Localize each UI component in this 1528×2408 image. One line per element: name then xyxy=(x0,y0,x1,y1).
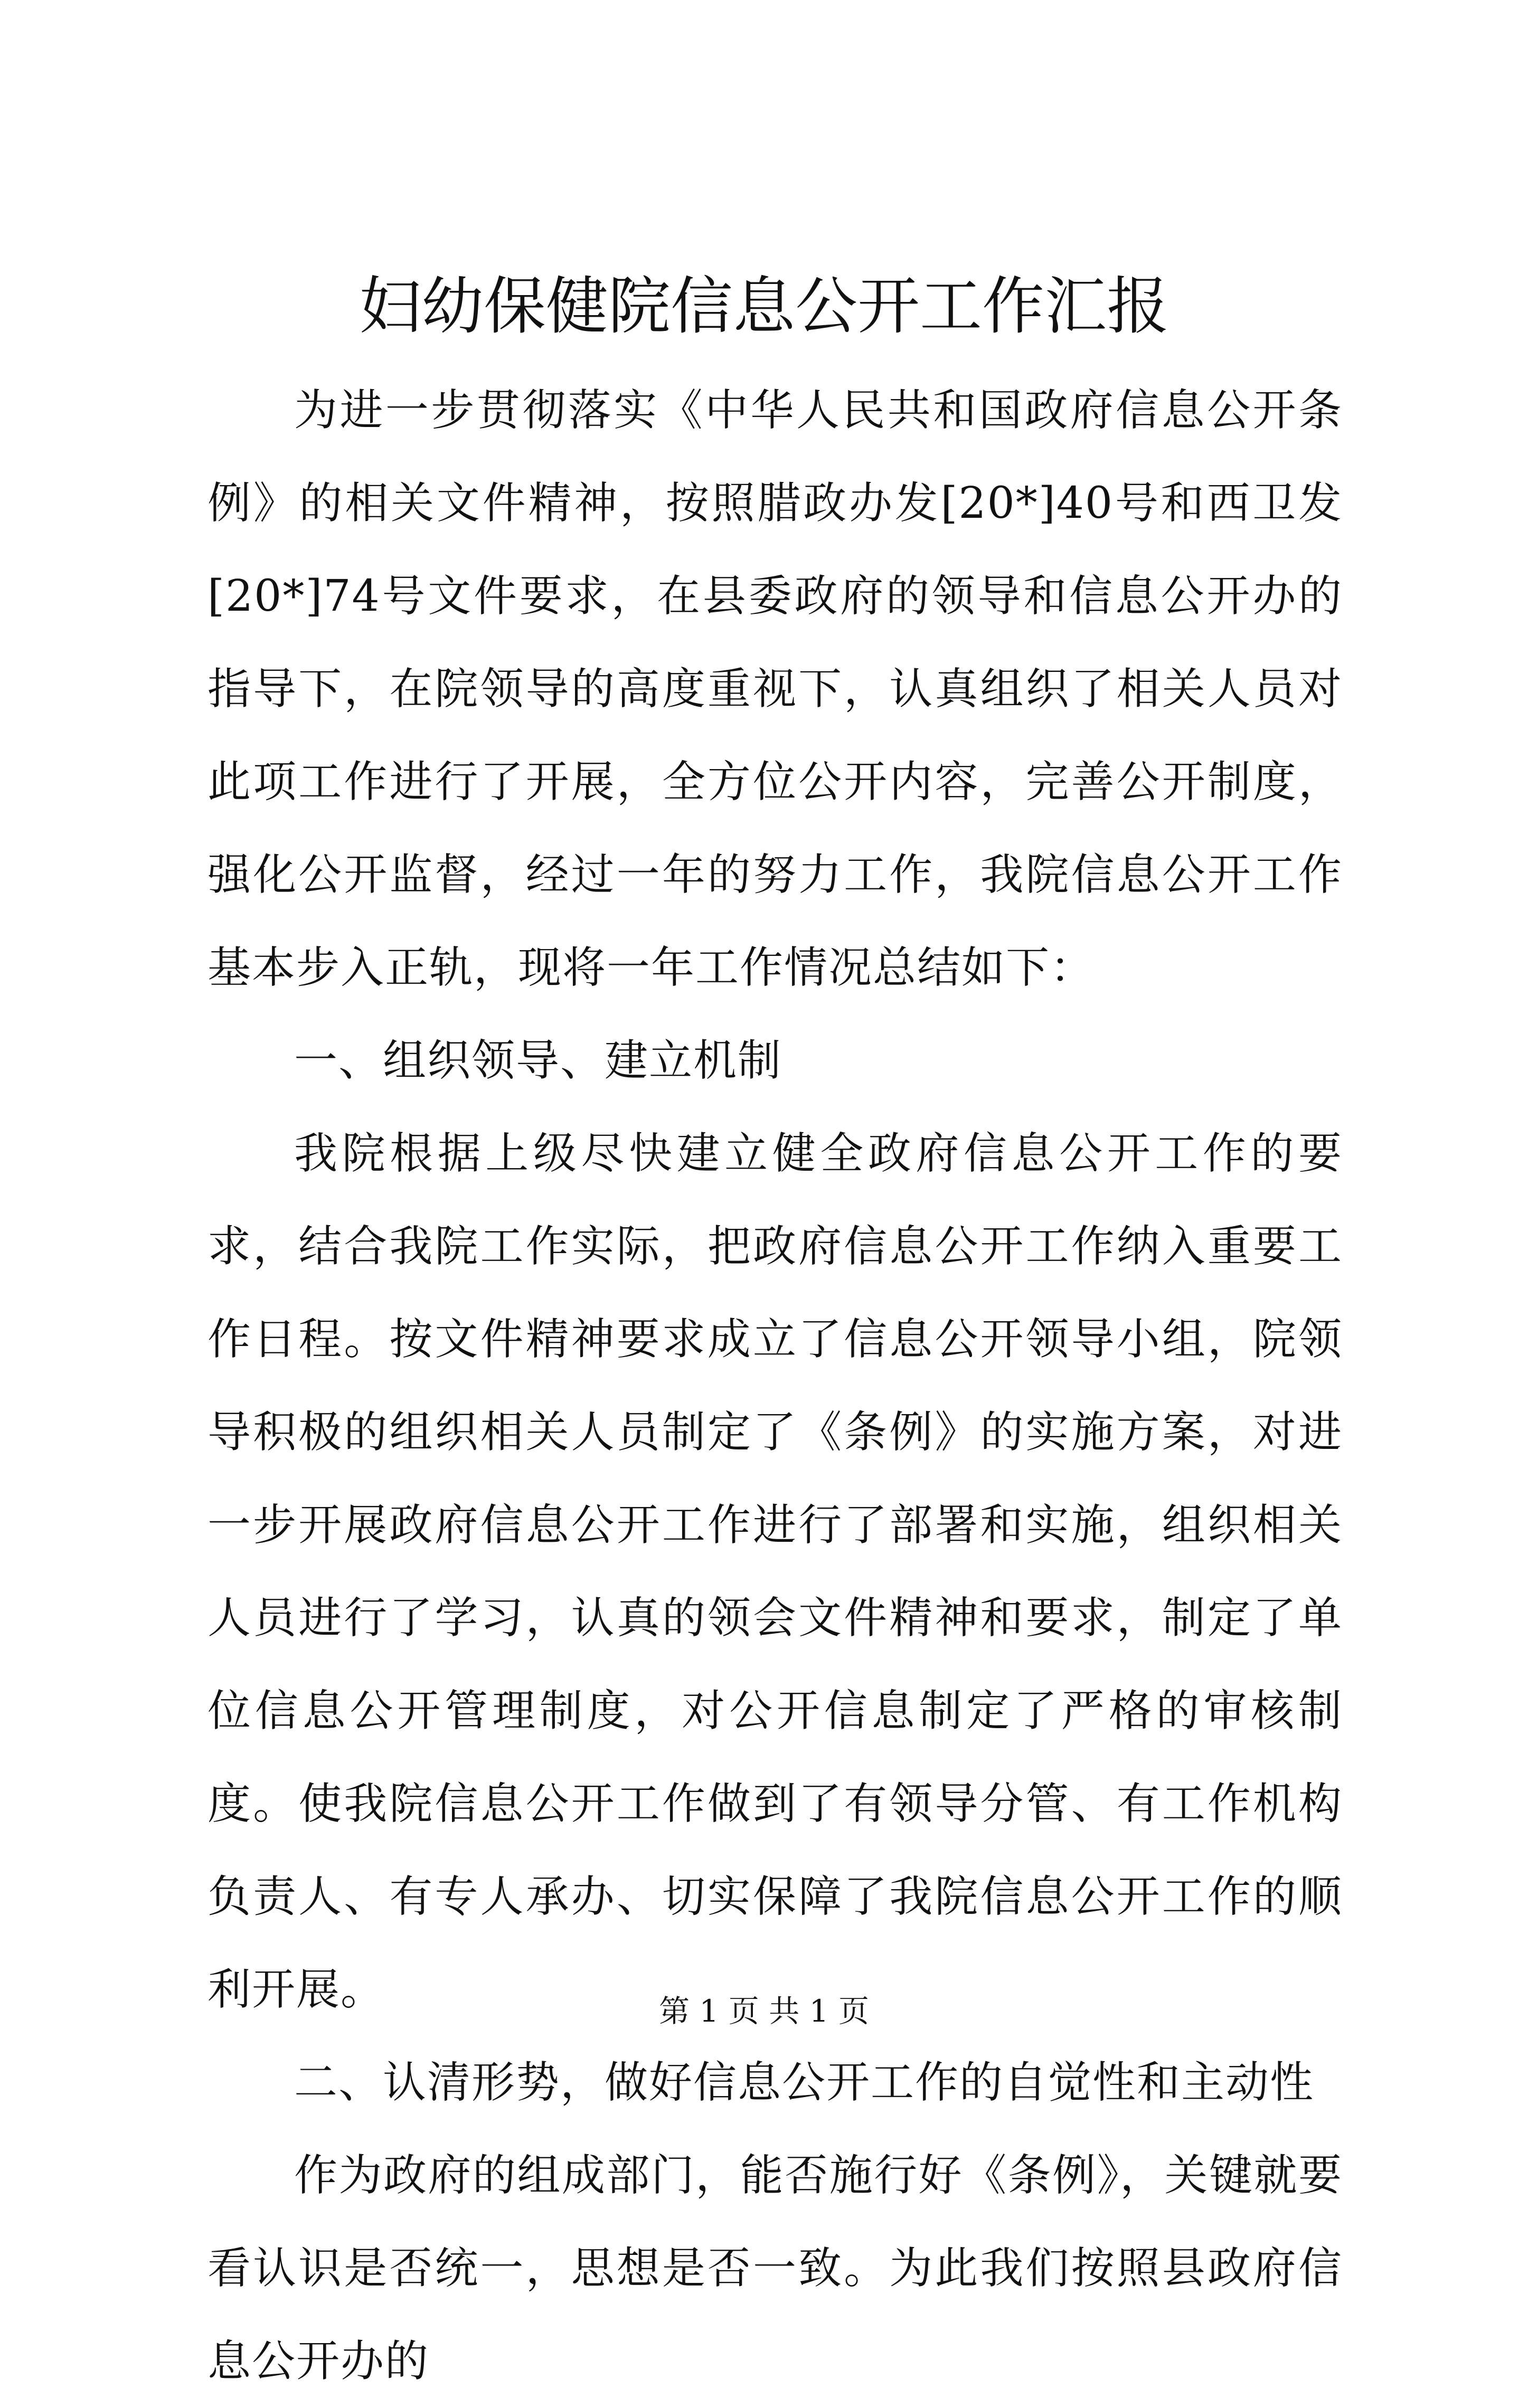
section-2-paragraph: 作为政府的组成部门，能否施行好《条例》，关键就要看认识是否统一，思想是否一致。为此我们按照县政府信息公开办的 xyxy=(207,2150,1343,2386)
document-title: 妇幼保健院信息公开工作汇报 xyxy=(359,270,1169,343)
section-heading-1: 一、组织领导、建立机制 xyxy=(294,1036,782,1086)
section-heading-2: 二、认清形势，做好信息公开工作的自觉性和主动性 xyxy=(294,2058,1315,2108)
section-1-paragraph: 我院根据上级尽快建立健全政府信息公开工作的要求，结合我院工作实际，把政府信息公开工作纳入重要工作日程。按文件精神要求成立了信息公开领导小组，院领导积极的组织相关人员制定了《条例》的实施方案，对进一步开展政府信息公开工作进行了部署和实施，组织相关人员进行了学习，认真的领会文件精神和要求，制定了单位信息公开管理制度，对公开信息制定了严格的审核制度。使我院信息公开工作做到了有领导分管、有工作机构负责人、有专人承办、切实保障了我院信息公开工作的顺利开展。 xyxy=(207,1129,1343,2015)
document-body xyxy=(207,364,1343,2408)
page-footer: 第 1 页 共 1 页 xyxy=(659,1993,869,2029)
intro-paragraph: 为进一步贯彻落实《中华人民共和国政府信息公开条例》的相关文件精神，按照腊政办发[20*]40号和西卫发[20*]74号文件要求，在县委政府的领导和信息公开办的指导下，在院领导的高度重视下，认真组织了相关人员对此项工作进行了开展，全方位公开内容，完善公开制度，强化公开监督，经过一年的努力工作，我院信息公开工作基本步入正轨，现将一年工作情况总结如下： xyxy=(207,385,1343,993)
